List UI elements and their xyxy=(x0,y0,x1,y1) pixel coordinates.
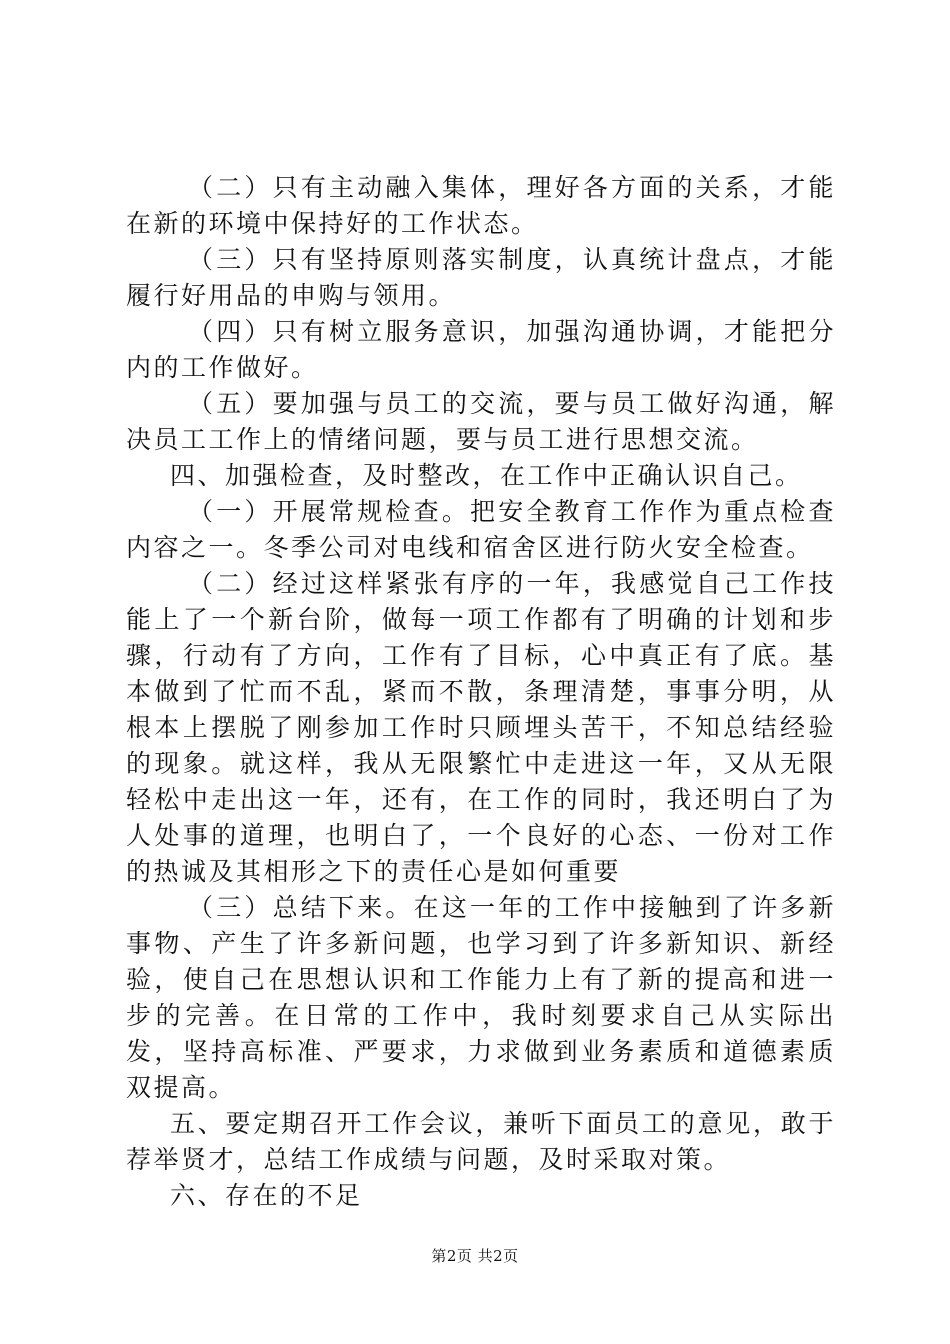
paragraph-item-2-summary: （二）经过这样紧张有序的一年，我感觉自己工作技能上了一个新台阶，做每一项工作都有了明确的计划和步骤，行动有了方向，工作有了目标，心中真正有了底。基本做到了忙而不乱，紧而不散，条理清楚，事事分明，从根本上摆脱了刚参加工作时只顾埋头苦干，不知总结经验的现象。就这样，我从无限繁忙中走进这一年，又从无限轻松中走出这一年，还有，在工作的同时，我还明白了为人处事的道理，也明白了，一个良好的心态、一份对工作的热诚及其相形之下的责任心是如何重要 xyxy=(126,569,836,886)
paragraph-item-4: （四）只有树立服务意识，加强沟通协调，才能把分内的工作做好。 xyxy=(126,317,836,382)
paragraph-item-2: （二）只有主动融入集体，理好各方面的关系，才能在新的环境中保持好的工作状态。 xyxy=(126,173,836,238)
section-heading-5: 五、要定期召开工作会议，兼听下面员工的意见，敢于荐举贤才，总结工作成绩与问题，及时采取对策。 xyxy=(126,1109,836,1174)
paragraph-item-5: （五）要加强与员工的交流，要与员工做好沟通，解决员工工作上的情绪问题，要与员工进行思想交流。 xyxy=(126,389,836,454)
section-heading-4: 四、加强检查，及时整改，在工作中正确认识自己。 xyxy=(170,461,803,490)
paragraph-item-3-summary: （三）总结下来。在这一年的工作中接触到了许多新事物、产生了许多新问题，也学习到了许多新知识、新经验，使自己在思想认识和工作能力上有了新的提高和进一步的完善。在日常的工作中，我时刻要求自己从实际出发，坚持高标准、严要求，力求做到业务素质和道德素质双提高。 xyxy=(126,893,836,1102)
paragraph-item-3: （三）只有坚持原则落实制度，认真统计盘点，才能履行好用品的申购与领用。 xyxy=(126,245,836,310)
page-footer xyxy=(0,1245,950,1266)
page-number-label: 第2页 共2页 xyxy=(431,1247,519,1265)
section-heading-6: 六、存在的不足 xyxy=(170,1181,363,1210)
paragraph-item-1: （一）开展常规检查。把安全教育工作作为重点检查内容之一。冬季公司对电线和宿舍区进行防火安全检查。 xyxy=(126,497,836,562)
document-body xyxy=(126,170,836,1214)
